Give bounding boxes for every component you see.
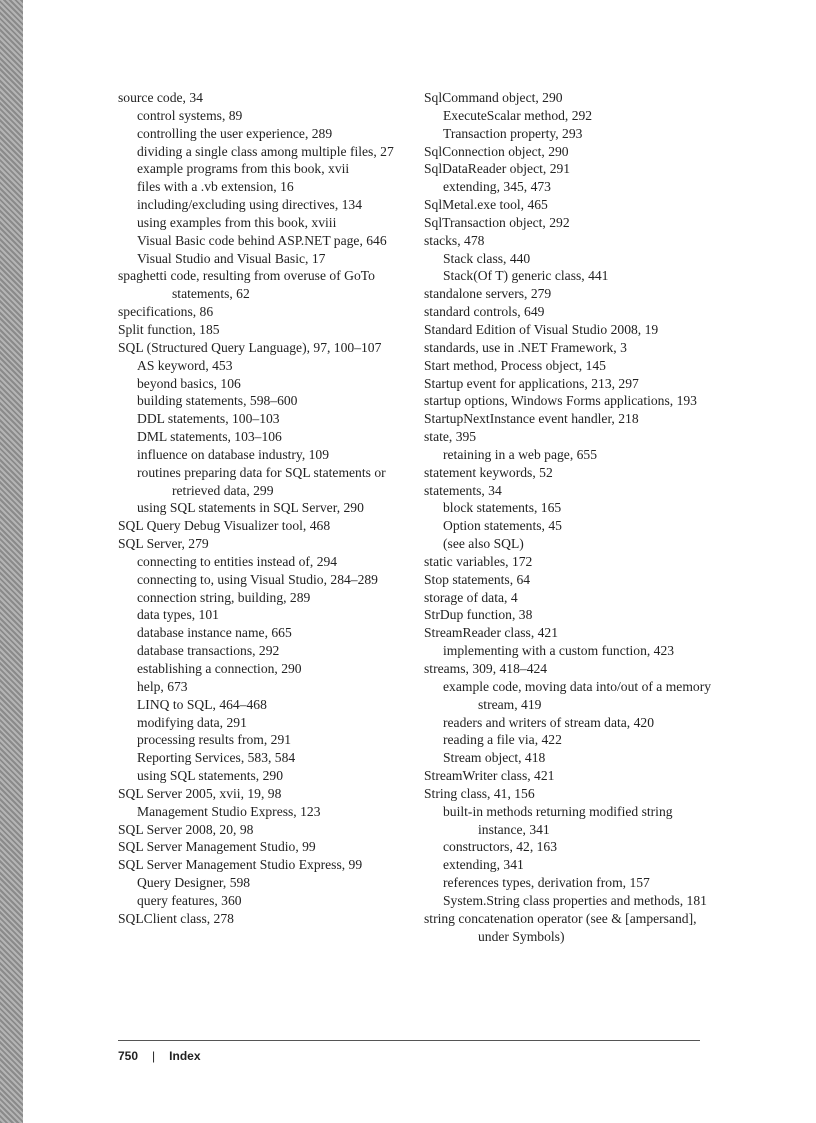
index-subentry: using examples from this book, xviii bbox=[137, 214, 337, 230]
index-entry: SqlDataReader object, 291 bbox=[424, 161, 571, 177]
index-entry: Stop statements, 64 bbox=[424, 571, 531, 587]
index-subentry: beyond basics, 106 bbox=[137, 375, 241, 391]
index-subentry: establishing a connection, 290 bbox=[137, 661, 302, 676]
index-entry: StrDup function, 38 bbox=[424, 607, 533, 623]
index-subentry: Option statements, 45 bbox=[443, 518, 562, 534]
index-entry: SQL Query Debug Visualizer tool, 468 bbox=[118, 518, 331, 534]
index-entry: SqlCommand object, 290 bbox=[424, 90, 563, 105]
index-subentry: Stack(Of T) generic class, 441 bbox=[443, 268, 609, 284]
index-entry: startup options, Windows Forms applications, 193 bbox=[424, 393, 697, 409]
index-subentry: DML statements, 103–106 bbox=[137, 429, 282, 445]
index-column-right bbox=[424, 89, 714, 946]
index-entry: SQLClient class, 278 bbox=[118, 910, 234, 926]
index-subentry: AS keyword, 453 bbox=[137, 357, 233, 373]
index-entry: static variables, 172 bbox=[424, 553, 533, 569]
index-subentry: controlling the user experience, 289 bbox=[137, 125, 333, 141]
index-subentry: extending, 345, 473 bbox=[443, 179, 551, 195]
index-entry: StreamWriter class, 421 bbox=[424, 768, 555, 784]
index-entry: SqlTransaction object, 292 bbox=[424, 214, 570, 230]
index-subentry: using SQL statements in SQL Server, 290 bbox=[137, 500, 364, 516]
index-entry: standards, use in .NET Framework, 3 bbox=[424, 339, 627, 355]
index-entry: SQL Server Management Studio Express, 99 bbox=[118, 857, 363, 873]
index-subentry: database transactions, 292 bbox=[137, 643, 280, 659]
index-subentry: control systems, 89 bbox=[137, 107, 243, 123]
index-subentry: block statements, 165 bbox=[443, 500, 562, 516]
index-entry: storage of data, 4 bbox=[424, 589, 518, 605]
index-subentry: Visual Studio and Visual Basic, 17 bbox=[137, 250, 326, 266]
index-entry: SQL Server 2008, 20, 98 bbox=[118, 821, 254, 837]
index-entry: statements, 34 bbox=[424, 482, 502, 498]
index-subentry: Management Studio Express, 123 bbox=[137, 803, 321, 819]
index-subentry: Transaction property, 293 bbox=[443, 125, 583, 141]
index-entry: stacks, 478 bbox=[424, 232, 485, 248]
footer-rule bbox=[118, 1040, 700, 1041]
index-subentry: implementing with a custom function, 423 bbox=[443, 643, 675, 659]
index-subentry: constructors, 42, 163 bbox=[443, 839, 558, 855]
index-entry: String class, 41, 156 bbox=[424, 785, 535, 801]
index-entry: SQL (Structured Query Language), 97, 100–107 bbox=[118, 339, 382, 355]
index-subentry: Stack class, 440 bbox=[443, 250, 531, 266]
index-subentry: reading a file via, 422 bbox=[443, 732, 562, 748]
index-entry: Startup event for applications, 213, 297 bbox=[424, 375, 639, 391]
index-subentry: example code, moving data into/out of a memory stream, 419 bbox=[443, 678, 712, 712]
index-subentry: built-in methods returning modified string instance, 341 bbox=[443, 803, 673, 837]
index-subentry: extending, 341 bbox=[443, 857, 524, 873]
index-entry: SQL Server Management Studio, 99 bbox=[118, 839, 316, 855]
index-subentry: help, 673 bbox=[137, 678, 188, 694]
index-entry: Split function, 185 bbox=[118, 321, 220, 337]
index-entry: SQL Server 2005, xvii, 19, 98 bbox=[118, 785, 282, 801]
index-subentry: DDL statements, 100–103 bbox=[137, 411, 280, 427]
index-subentry: files with a .vb extension, 16 bbox=[137, 179, 294, 195]
index-subentry: System.String class properties and methods, 181 bbox=[443, 892, 707, 908]
index-subentry: including/excluding using directives, 134 bbox=[137, 197, 363, 213]
index-subentry: modifying data, 291 bbox=[137, 714, 247, 730]
index-entry: statement keywords, 52 bbox=[424, 464, 553, 480]
index-subentry: dividing a single class among multiple files, 27 bbox=[137, 143, 394, 159]
index-subentry: data types, 101 bbox=[137, 607, 219, 623]
index-subentry: Reporting Services, 583, 584 bbox=[137, 750, 296, 766]
index-entry: Standard Edition of Visual Studio 2008, 19 bbox=[424, 321, 659, 337]
index-subentry: database instance name, 665 bbox=[137, 625, 292, 641]
section-title: Index bbox=[169, 1049, 201, 1063]
index-subentry: Stream object, 418 bbox=[443, 750, 546, 766]
index-subentry: building statements, 598–600 bbox=[137, 393, 298, 409]
index-subentry: connecting to entities instead of, 294 bbox=[137, 553, 338, 569]
index-entry: StartupNextInstance event handler, 218 bbox=[424, 411, 639, 427]
index-subentry: query features, 360 bbox=[137, 892, 242, 908]
index-entry: SQL Server, 279 bbox=[118, 536, 209, 552]
index-entry: Start method, Process object, 145 bbox=[424, 357, 606, 373]
index-subentry: ExecuteScalar method, 292 bbox=[443, 107, 593, 123]
index-entry: standard controls, 649 bbox=[424, 304, 545, 320]
book-spine-edge bbox=[0, 0, 23, 1123]
index-subentry: (see also SQL) bbox=[443, 536, 524, 552]
index-entry: state, 395 bbox=[424, 429, 477, 445]
index-entry: SqlMetal.exe tool, 465 bbox=[424, 197, 548, 213]
index-column-left bbox=[118, 89, 403, 928]
index-entry: standalone servers, 279 bbox=[424, 286, 552, 302]
index-subentry: retaining in a web page, 655 bbox=[443, 446, 598, 462]
index-entry: SqlConnection object, 290 bbox=[424, 143, 569, 159]
footer-separator: | bbox=[152, 1049, 156, 1063]
index-subentry: influence on database industry, 109 bbox=[137, 446, 330, 462]
index-subentry: processing results from, 291 bbox=[137, 732, 292, 748]
index-subentry: routines preparing data for SQL statements or retrieved data, 299 bbox=[137, 464, 386, 498]
index-subentry: Query Designer, 598 bbox=[137, 875, 251, 891]
index-subentry: example programs from this book, xvii bbox=[137, 161, 350, 177]
index-subentry: Visual Basic code behind ASP.NET page, 646 bbox=[137, 232, 387, 248]
page-number: 750 bbox=[118, 1049, 139, 1063]
index-entry: string concatenation operator (see & [ampersand], under Symbols) bbox=[424, 910, 697, 944]
index-entry: StreamReader class, 421 bbox=[424, 625, 559, 641]
index-entry: specifications, 86 bbox=[118, 304, 214, 320]
index-subentry: LINQ to SQL, 464–468 bbox=[137, 696, 267, 712]
index-subentry: connecting to, using Visual Studio, 284–289 bbox=[137, 571, 378, 587]
index-subentry: connection string, building, 289 bbox=[137, 589, 311, 605]
page-footer bbox=[118, 1049, 201, 1063]
index-subentry: references types, derivation from, 157 bbox=[443, 875, 650, 891]
index-subentry: using SQL statements, 290 bbox=[137, 768, 283, 784]
index-subentry: readers and writers of stream data, 420 bbox=[443, 714, 654, 730]
index-entry: source code, 34 bbox=[118, 90, 203, 105]
index-entry: spaghetti code, resulting from overuse of GoTo statements, 62 bbox=[118, 268, 375, 302]
index-entry: streams, 309, 418–424 bbox=[424, 661, 548, 676]
